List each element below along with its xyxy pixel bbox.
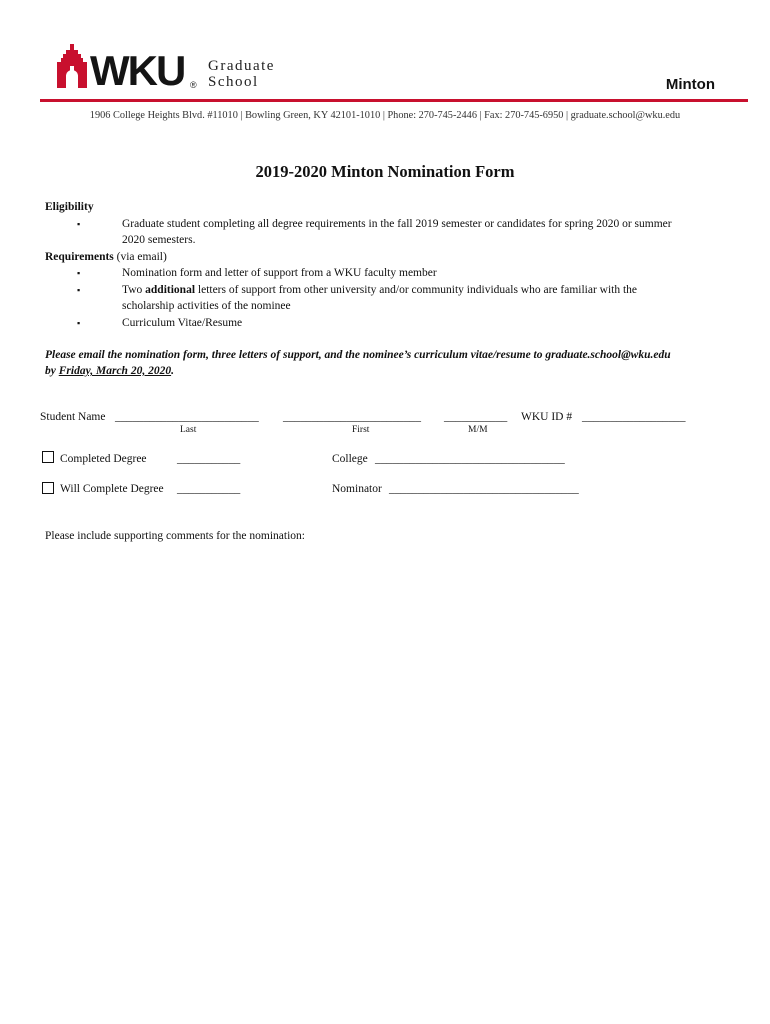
will-complete-degree-checkbox[interactable] bbox=[42, 482, 54, 494]
nominator-label: Nominator bbox=[332, 483, 382, 495]
requirement-item-2-post: letters of support from other university and/or community individuals who are familiar with the bbox=[195, 284, 638, 296]
student-last-name-field[interactable]: _________________________ bbox=[115, 411, 259, 423]
header-divider bbox=[40, 99, 748, 102]
will-complete-degree-label: Will Complete Degree bbox=[60, 483, 164, 495]
wku-wordmark: WKU bbox=[90, 47, 185, 94]
college-label: College bbox=[332, 453, 368, 465]
student-first-name-field[interactable]: ________________________ bbox=[283, 411, 421, 423]
eligibility-item-line1: Graduate student completing all degree requirements in the fall 2019 semester or candidates for spring 2020 or summer bbox=[122, 218, 672, 230]
college-field[interactable]: _________________________________ bbox=[375, 453, 565, 465]
wku-cupola-logo-icon bbox=[57, 44, 87, 88]
first-caption: First bbox=[352, 425, 370, 435]
page-title: 2019-2020 Minton Nomination Form bbox=[255, 162, 515, 181]
wku-id-field[interactable]: __________________ bbox=[582, 411, 686, 423]
eligibility-item-line2: 2020 semesters. bbox=[122, 234, 196, 246]
will-complete-degree-field[interactable]: ___________ bbox=[177, 483, 241, 495]
completed-degree-field[interactable]: ___________ bbox=[177, 453, 241, 465]
completed-degree-checkbox[interactable] bbox=[42, 451, 54, 463]
comments-label: Please include supporting comments for the nomination: bbox=[45, 530, 305, 542]
registered-mark: ® bbox=[190, 80, 197, 90]
requirement-item-2-pre: Two bbox=[122, 284, 146, 296]
comments-area[interactable] bbox=[45, 548, 725, 988]
requirement-item-2-bold: additional bbox=[145, 284, 196, 296]
bullet-icon: ▪ bbox=[77, 219, 81, 229]
contact-address: 1906 College Heights Blvd. #11010 | Bowling Green, KY 42101-1010 | Phone: 270-745-2446 | Fax: 270-745-6950 | graduate.school@wku.edu bbox=[89, 110, 681, 121]
requirements-heading-label: Requirements bbox=[45, 251, 114, 263]
school-name-line2: School bbox=[208, 74, 259, 90]
requirement-item-3: Curriculum Vitae/Resume bbox=[122, 317, 243, 329]
student-name-label: Student Name bbox=[40, 411, 106, 423]
requirements-note: (via email) bbox=[113, 251, 167, 263]
instruction-line2 bbox=[45, 363, 174, 379]
requirement-item-1: Nomination form and letter of support from a WKU faculty member bbox=[122, 267, 437, 279]
requirement-item-2-line2: scholarship activities of the nominee bbox=[122, 300, 291, 312]
middle-initial-caption: M/M bbox=[468, 425, 488, 435]
instruction-line1: Please email the nomination form, three letters of support, and the nominee’s curriculum vitae/resume to graduate.school@wku.edu bbox=[45, 349, 671, 361]
bullet-icon: ▪ bbox=[77, 285, 81, 295]
deadline-date: Friday, March 20, 2020 bbox=[58, 365, 172, 377]
student-middle-initial-field[interactable]: ___________ bbox=[444, 411, 508, 423]
wku-id-label: WKU ID # bbox=[521, 411, 573, 423]
eligibility-heading: Eligibility bbox=[45, 201, 94, 213]
form-tag: Minton bbox=[665, 76, 715, 93]
requirements-heading bbox=[45, 249, 167, 265]
school-name-line1: Graduate bbox=[208, 58, 275, 74]
instruction-by: by bbox=[45, 365, 59, 377]
requirement-item-2 bbox=[122, 282, 637, 298]
bullet-icon: ▪ bbox=[77, 268, 81, 278]
instruction-period: . bbox=[171, 365, 174, 377]
bullet-icon: ▪ bbox=[77, 318, 81, 328]
nominator-field[interactable]: _________________________________ bbox=[389, 483, 579, 495]
last-caption: Last bbox=[180, 425, 197, 435]
completed-degree-label: Completed Degree bbox=[60, 453, 147, 465]
